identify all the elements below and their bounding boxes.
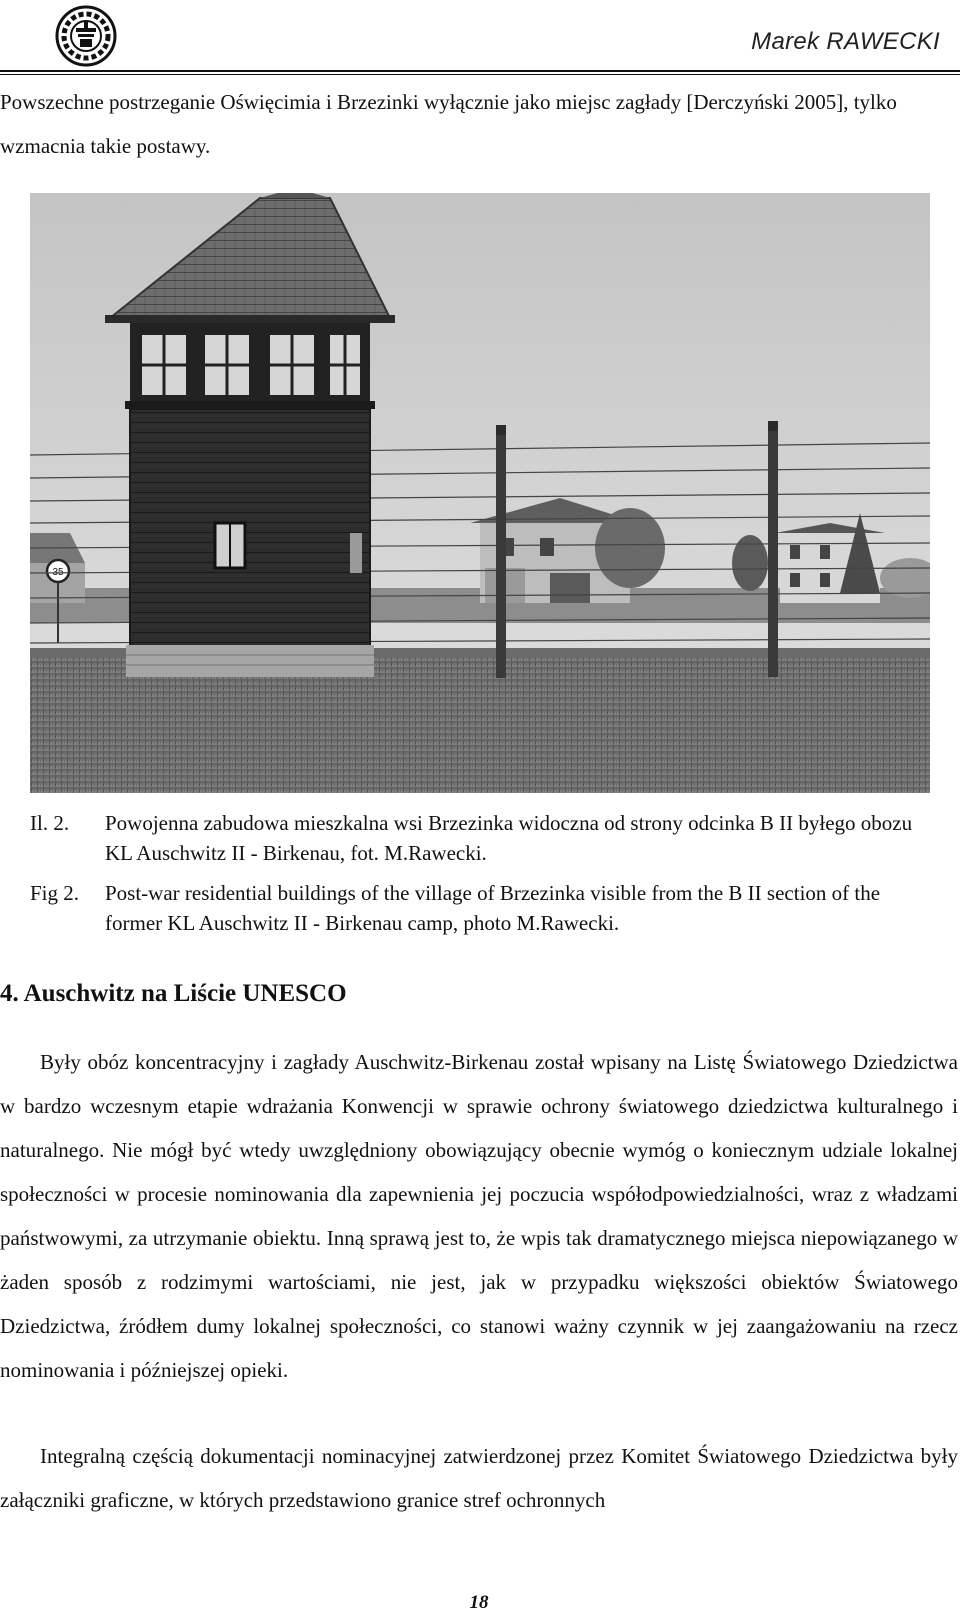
body-paragraph: Integralną częścią dokumentacji nominacyjnej zatwierdzonej przez Komitet Światowego Dziedzictwa były załączniki graficzne, w których przedstawiono granice stref ochronnych [0, 1444, 958, 1512]
header-rule [0, 70, 960, 72]
author-name: Marek RAWECKI [751, 28, 940, 55]
svg-text:35: 35 [52, 567, 64, 578]
intro-paragraph: Powszechne postrzeganie Oświęcimia i Brzezinki wyłącznie jako miejsc zagłady [Derczyński 2005], tylko wzmacnia takie postawy. [0, 90, 897, 158]
section-heading: 4. Auschwitz na Liście UNESCO [0, 980, 347, 1007]
figure-caption-english-text: Post-war residential buildings of the village of Brzezinka visible from the B II section of the former KL Auschwitz II - Birkenau camp, photo M.Rawecki. [105, 881, 881, 935]
figure-caption-polish [30, 808, 940, 868]
header-rule-thin [0, 74, 960, 75]
figure-caption-polish-label: Il. 2. [30, 811, 70, 835]
figure-caption-english-label: Fig 2. [30, 881, 80, 905]
figure-caption-english [30, 878, 940, 938]
page-number: 18 [469, 1592, 489, 1613]
page-header [0, 0, 960, 72]
university-emblem-icon [54, 4, 118, 68]
body-paragraph: Były obóz koncentracyjny i zagłady Auschwitz-Birkenau został wpisany na Listę Światowego Dziedzictwa w bardzo wczesnym etapie wdrażania Konwencji w sprawie ochrony światowego dziedzictwa kulturalnego i naturalnego. Nie mógł być wtedy uwzględniony obowiązujący obecnie wymóg o koniecznym udziale lokalnej społeczności w procesie nominowania dla zapewnienia jej poczucia współodpowiedzialności, wraz z władzami państwowymi, za utrzymanie obiektu. Inną sprawą jest to, że wpis tak dramatycznego miejsca niepowiązanego w żaden sposób z rodzimymi wartościami, nie jest, jak w przypadku większości obiektów Światowego Dziedzictwa, źródłem dumy lokalnej społeczności, co stanowi ważny czynnik w jej zaangażowaniu na rzecz nominowania i późniejszej opieki. [0, 1050, 958, 1382]
figure-caption-polish-text: Powojenna zabudowa mieszkalna wsi Brzezinka widoczna od strony odcinka B II byłego obozu KL Auschwitz II - Birkenau, fot. M.Rawecki. [105, 811, 913, 865]
figure-photo [30, 193, 930, 793]
